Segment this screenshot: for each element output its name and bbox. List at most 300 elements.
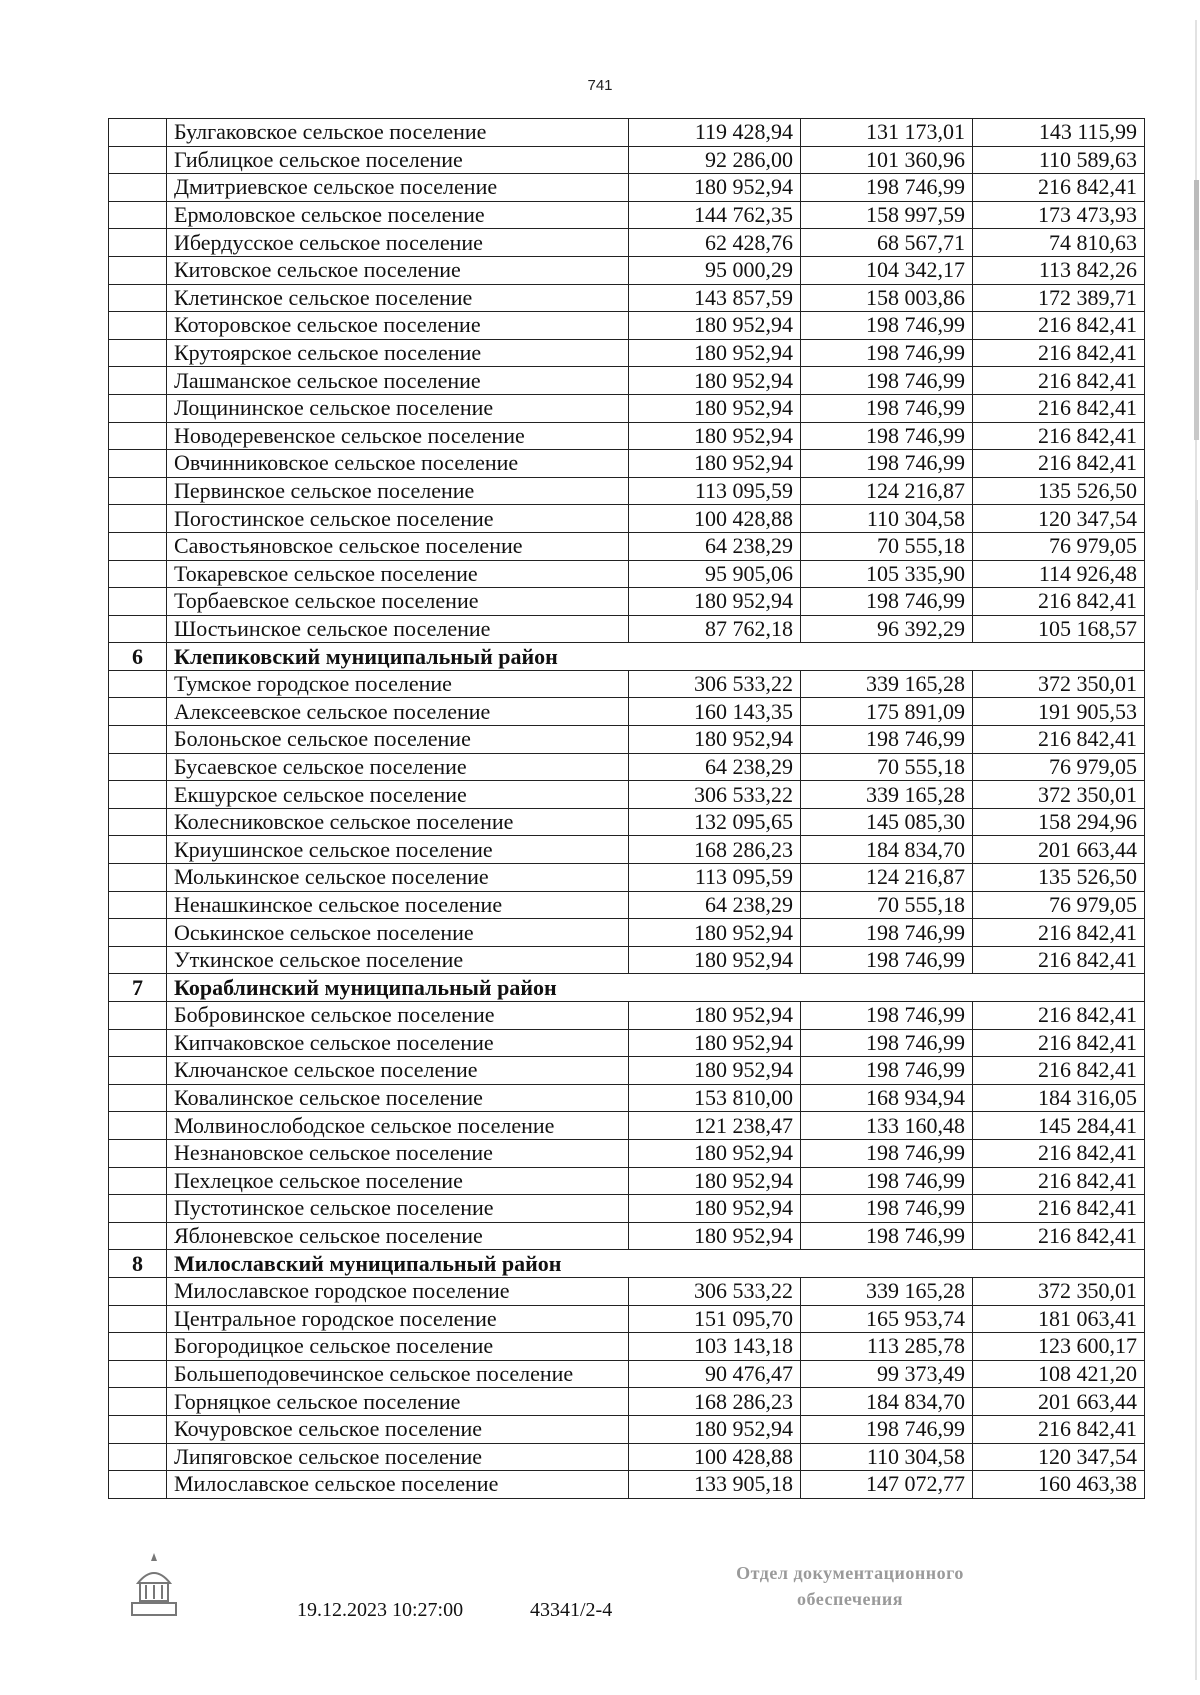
amount-year-2: 124 216,87 (801, 864, 973, 892)
amount-year-3: 108 421,20 (973, 1360, 1145, 1388)
amount-year-2: 198 746,99 (801, 1222, 973, 1250)
row-number-cell (109, 201, 167, 229)
settlement-name: Овчинниковское сельское поселение (167, 450, 629, 478)
amount-year-3: 76 979,05 (973, 753, 1145, 781)
amount-year-1: 95 000,29 (629, 256, 801, 284)
amount-year-1: 153 810,00 (629, 1084, 801, 1112)
settlement-name: Ковалинское сельское поселение (167, 1084, 629, 1112)
amount-year-1: 132 095,65 (629, 808, 801, 836)
table-row (109, 1415, 1145, 1443)
amount-year-2: 105 335,90 (801, 560, 973, 588)
settlement-name: Дмитриевское сельское поселение (167, 174, 629, 202)
table-row (109, 1471, 1145, 1499)
amount-year-1: 180 952,94 (629, 726, 801, 754)
amount-year-2: 101 360,96 (801, 146, 973, 174)
table-row (109, 422, 1145, 450)
settlement-name: Пустотинское сельское поселение (167, 1195, 629, 1223)
row-number-cell (109, 367, 167, 395)
amount-year-2: 104 342,17 (801, 256, 973, 284)
amount-year-1: 64 238,29 (629, 532, 801, 560)
row-number-cell (109, 919, 167, 947)
settlement-name: Токаревское сельское поселение (167, 560, 629, 588)
amount-year-3: 114 926,48 (973, 560, 1145, 588)
amount-year-3: 158 294,96 (973, 808, 1145, 836)
settlement-name: Центральное городское поселение (167, 1305, 629, 1333)
amount-year-1: 180 952,94 (629, 1167, 801, 1195)
amount-year-1: 180 952,94 (629, 1222, 801, 1250)
stamp-line-1: Отдел документационного (736, 1563, 964, 1583)
settlement-name: Кипчаковское сельское поселение (167, 1029, 629, 1057)
amount-year-1: 64 238,29 (629, 891, 801, 919)
settlement-name: Оськинское сельское поселение (167, 919, 629, 947)
amount-year-1: 306 533,22 (629, 1277, 801, 1305)
stamp-line-2: обеспечения (797, 1589, 903, 1609)
row-number-cell (109, 891, 167, 919)
amount-year-2: 198 746,99 (801, 1415, 973, 1443)
amount-year-3: 181 063,41 (973, 1305, 1145, 1333)
row-number-cell (109, 256, 167, 284)
table-row (109, 1333, 1145, 1361)
amount-year-2: 198 746,99 (801, 1167, 973, 1195)
amount-year-1: 180 952,94 (629, 450, 801, 478)
amount-year-2: 133 160,48 (801, 1112, 973, 1140)
amount-year-2: 339 165,28 (801, 670, 973, 698)
amount-year-3: 216 842,41 (973, 174, 1145, 202)
amount-year-3: 110 589,63 (973, 146, 1145, 174)
amount-year-3: 216 842,41 (973, 422, 1145, 450)
amount-year-3: 216 842,41 (973, 367, 1145, 395)
settlement-name: Ключанское сельское поселение (167, 1057, 629, 1085)
amount-year-1: 100 428,88 (629, 505, 801, 533)
amount-year-3: 105 168,57 (973, 615, 1145, 643)
table-row (109, 1029, 1145, 1057)
amount-year-3: 216 842,41 (973, 1222, 1145, 1250)
amount-year-1: 180 952,94 (629, 1029, 801, 1057)
amount-year-3: 76 979,05 (973, 891, 1145, 919)
row-number-cell (109, 946, 167, 974)
amount-year-3: 74 810,63 (973, 229, 1145, 257)
table-row (109, 615, 1145, 643)
amount-year-1: 180 952,94 (629, 919, 801, 947)
row-number-cell (109, 146, 167, 174)
table-row (109, 201, 1145, 229)
row-number-cell (109, 532, 167, 560)
amount-year-1: 160 143,35 (629, 698, 801, 726)
table-row (109, 919, 1145, 947)
settlement-name: Гиблицкое сельское поселение (167, 146, 629, 174)
settlement-name: Молькинское сельское поселение (167, 864, 629, 892)
table-row (109, 836, 1145, 864)
row-number-cell (109, 1222, 167, 1250)
row-number-cell (109, 394, 167, 422)
row-number-cell (109, 450, 167, 478)
amount-year-3: 216 842,41 (973, 1139, 1145, 1167)
table-row (109, 146, 1145, 174)
amount-year-2: 184 834,70 (801, 1388, 973, 1416)
settlement-name: Ненашкинское сельское поселение (167, 891, 629, 919)
amount-year-3: 160 463,38 (973, 1471, 1145, 1499)
settlement-name: Погостинское сельское поселение (167, 505, 629, 533)
amount-year-3: 372 350,01 (973, 1277, 1145, 1305)
amount-year-1: 113 095,59 (629, 864, 801, 892)
amount-year-3: 113 842,26 (973, 256, 1145, 284)
amount-year-1: 306 533,22 (629, 670, 801, 698)
row-number-cell (109, 229, 167, 257)
section-title: Кораблинский муниципальный район (167, 974, 1145, 1002)
row-number-cell (109, 312, 167, 340)
row-number-cell (109, 505, 167, 533)
settlement-name: Китовское сельское поселение (167, 256, 629, 284)
table-row (109, 560, 1145, 588)
budget-table (108, 118, 1145, 1499)
amount-year-2: 70 555,18 (801, 891, 973, 919)
settlement-name: Милославское городское поселение (167, 1277, 629, 1305)
amount-year-3: 135 526,50 (973, 864, 1145, 892)
amount-year-3: 216 842,41 (973, 1057, 1145, 1085)
table-row (109, 505, 1145, 533)
table-row (109, 339, 1145, 367)
amount-year-2: 110 304,58 (801, 1443, 973, 1471)
settlement-name: Бусаевское сельское поселение (167, 753, 629, 781)
amount-year-2: 198 746,99 (801, 367, 973, 395)
table-row (109, 367, 1145, 395)
amount-year-2: 198 746,99 (801, 339, 973, 367)
amount-year-2: 198 746,99 (801, 1057, 973, 1085)
amount-year-1: 180 952,94 (629, 1415, 801, 1443)
amount-year-1: 180 952,94 (629, 1002, 801, 1030)
amount-year-2: 70 555,18 (801, 753, 973, 781)
section-number: 8 (109, 1250, 167, 1278)
settlement-name: Липяговское сельское поселение (167, 1443, 629, 1471)
row-number-cell (109, 588, 167, 616)
row-number-cell (109, 1112, 167, 1140)
amount-year-3: 172 389,71 (973, 284, 1145, 312)
table-row (109, 1388, 1145, 1416)
row-number-cell (109, 1084, 167, 1112)
amount-year-1: 151 095,70 (629, 1305, 801, 1333)
settlement-name: Уткинское сельское поселение (167, 946, 629, 974)
amount-year-1: 121 238,47 (629, 1112, 801, 1140)
amount-year-2: 70 555,18 (801, 532, 973, 560)
footer-date: 19.12.2023 10:27:00 (297, 1599, 464, 1621)
amount-year-2: 198 746,99 (801, 174, 973, 202)
table-row (109, 1139, 1145, 1167)
table-row (109, 1305, 1145, 1333)
amount-year-1: 168 286,23 (629, 1388, 801, 1416)
settlement-name: Торбаевское сельское поселение (167, 588, 629, 616)
row-number-cell (109, 753, 167, 781)
amount-year-2: 198 746,99 (801, 394, 973, 422)
settlement-name: Горняцкое сельское поселение (167, 1388, 629, 1416)
row-number-cell (109, 808, 167, 836)
settlement-name: Пехлецкое сельское поселение (167, 1167, 629, 1195)
section-number: 6 (109, 643, 167, 671)
settlement-name: Ибердусское сельское поселение (167, 229, 629, 257)
settlement-name: Колесниковское сельское поселение (167, 808, 629, 836)
row-number-cell (109, 781, 167, 809)
settlement-name: Богородицкое сельское поселение (167, 1333, 629, 1361)
amount-year-3: 201 663,44 (973, 1388, 1145, 1416)
amount-year-1: 103 143,18 (629, 1333, 801, 1361)
amount-year-2: 198 746,99 (801, 588, 973, 616)
table-row (109, 1222, 1145, 1250)
amount-year-3: 123 600,17 (973, 1333, 1145, 1361)
amount-year-3: 120 347,54 (973, 1443, 1145, 1471)
amount-year-2: 131 173,01 (801, 119, 973, 147)
amount-year-1: 87 762,18 (629, 615, 801, 643)
settlement-name: Молвинослободское сельское поселение (167, 1112, 629, 1140)
table-row (109, 753, 1145, 781)
settlement-name: Незнановское сельское поселение (167, 1139, 629, 1167)
amount-year-1: 180 952,94 (629, 422, 801, 450)
row-number-cell (109, 1029, 167, 1057)
settlement-name: Бобровинское сельское поселение (167, 1002, 629, 1030)
amount-year-3: 143 115,99 (973, 119, 1145, 147)
amount-year-2: 198 746,99 (801, 726, 973, 754)
row-number-cell (109, 670, 167, 698)
amount-year-1: 180 952,94 (629, 367, 801, 395)
table-row (109, 312, 1145, 340)
amount-year-2: 168 934,94 (801, 1084, 973, 1112)
table-row (109, 698, 1145, 726)
amount-year-2: 165 953,74 (801, 1305, 973, 1333)
settlement-name: Лашманское сельское поселение (167, 367, 629, 395)
settlement-name: Большеподовечинское сельское поселение (167, 1360, 629, 1388)
settlement-name: Крутоярское сельское поселение (167, 339, 629, 367)
amount-year-2: 198 746,99 (801, 1195, 973, 1223)
amount-year-2: 198 746,99 (801, 422, 973, 450)
amount-year-3: 216 842,41 (973, 1029, 1145, 1057)
table-row (109, 588, 1145, 616)
table-row (109, 477, 1145, 505)
amount-year-1: 143 857,59 (629, 284, 801, 312)
row-number-cell (109, 726, 167, 754)
table-row (109, 119, 1145, 147)
settlement-name: Криушинское сельское поселение (167, 836, 629, 864)
settlement-name: Екшурское сельское поселение (167, 781, 629, 809)
amount-year-2: 184 834,70 (801, 836, 973, 864)
row-number-cell (109, 1139, 167, 1167)
row-number-cell (109, 1360, 167, 1388)
settlement-name: Новодеревенское сельское поселение (167, 422, 629, 450)
amount-year-1: 100 428,88 (629, 1443, 801, 1471)
amount-year-2: 175 891,09 (801, 698, 973, 726)
amount-year-2: 68 567,71 (801, 229, 973, 257)
amount-year-3: 216 842,41 (973, 919, 1145, 947)
amount-year-3: 145 284,41 (973, 1112, 1145, 1140)
row-number-cell (109, 698, 167, 726)
amount-year-1: 62 428,76 (629, 229, 801, 257)
amount-year-3: 184 316,05 (973, 1084, 1145, 1112)
row-number-cell (109, 477, 167, 505)
settlement-name: Болоньское сельское поселение (167, 726, 629, 754)
emblem-logo (124, 1549, 184, 1619)
section-row (109, 974, 1145, 1002)
row-number-cell (109, 1167, 167, 1195)
amount-year-1: 119 428,94 (629, 119, 801, 147)
row-number-cell (109, 615, 167, 643)
amount-year-1: 168 286,23 (629, 836, 801, 864)
table-row (109, 284, 1145, 312)
table-row (109, 1167, 1145, 1195)
amount-year-1: 180 952,94 (629, 174, 801, 202)
amount-year-3: 216 842,41 (973, 312, 1145, 340)
amount-year-3: 216 842,41 (973, 726, 1145, 754)
settlement-name: Булгаковское сельское поселение (167, 119, 629, 147)
amount-year-1: 113 095,59 (629, 477, 801, 505)
row-number-cell (109, 339, 167, 367)
footer-doc-number: 43341/2-4 (530, 1599, 613, 1621)
table-row (109, 1002, 1145, 1030)
row-number-cell (109, 422, 167, 450)
row-number-cell (109, 1471, 167, 1499)
table-row (109, 1360, 1145, 1388)
row-number-cell (109, 1277, 167, 1305)
table-row (109, 256, 1145, 284)
table-row (109, 1195, 1145, 1223)
amount-year-3: 201 663,44 (973, 836, 1145, 864)
table-row (109, 1443, 1145, 1471)
table-row (109, 1084, 1145, 1112)
amount-year-2: 339 165,28 (801, 781, 973, 809)
amount-year-1: 64 238,29 (629, 753, 801, 781)
amount-year-3: 372 350,01 (973, 670, 1145, 698)
amount-year-1: 306 533,22 (629, 781, 801, 809)
amount-year-1: 144 762,35 (629, 201, 801, 229)
row-number-cell (109, 560, 167, 588)
amount-year-3: 135 526,50 (973, 477, 1145, 505)
settlement-name: Которовское сельское поселение (167, 312, 629, 340)
table-row (109, 946, 1145, 974)
table-row (109, 450, 1145, 478)
row-number-cell (109, 1002, 167, 1030)
settlement-name: Первинское сельское поселение (167, 477, 629, 505)
amount-year-3: 216 842,41 (973, 1195, 1145, 1223)
amount-year-3: 191 905,53 (973, 698, 1145, 726)
amount-year-1: 133 905,18 (629, 1471, 801, 1499)
settlement-name: Ермоловское сельское поселение (167, 201, 629, 229)
table-row (109, 394, 1145, 422)
row-number-cell (109, 174, 167, 202)
row-number-cell (109, 1388, 167, 1416)
amount-year-1: 92 286,00 (629, 146, 801, 174)
amount-year-3: 216 842,41 (973, 588, 1145, 616)
amount-year-2: 198 746,99 (801, 450, 973, 478)
section-row (109, 1250, 1145, 1278)
amount-year-3: 216 842,41 (973, 450, 1145, 478)
table-row (109, 1112, 1145, 1140)
amount-year-2: 110 304,58 (801, 505, 973, 533)
settlement-name: Алексеевское сельское поселение (167, 698, 629, 726)
amount-year-3: 216 842,41 (973, 394, 1145, 422)
table-row (109, 1277, 1145, 1305)
amount-year-2: 145 085,30 (801, 808, 973, 836)
page-number: 741 (587, 77, 613, 94)
amount-year-1: 180 952,94 (629, 1195, 801, 1223)
settlement-name: Савостьяновское сельское поселение (167, 532, 629, 560)
amount-year-1: 180 952,94 (629, 946, 801, 974)
row-number-cell (109, 1443, 167, 1471)
amount-year-2: 198 746,99 (801, 1139, 973, 1167)
section-number: 7 (109, 974, 167, 1002)
amount-year-1: 95 905,06 (629, 560, 801, 588)
table-row (109, 670, 1145, 698)
amount-year-1: 180 952,94 (629, 1139, 801, 1167)
row-number-cell (109, 284, 167, 312)
row-number-cell (109, 836, 167, 864)
settlement-name: Шостьинское сельское поселение (167, 615, 629, 643)
amount-year-2: 339 165,28 (801, 1277, 973, 1305)
table-body (109, 119, 1145, 1499)
table-row (109, 781, 1145, 809)
amount-year-3: 216 842,41 (973, 946, 1145, 974)
scan-edge-artifact (1186, 0, 1200, 1695)
section-row (109, 643, 1145, 671)
settlement-name: Клетинское сельское поселение (167, 284, 629, 312)
table-row (109, 864, 1145, 892)
amount-year-3: 216 842,41 (973, 1415, 1145, 1443)
row-number-cell (109, 1305, 167, 1333)
amount-year-2: 147 072,77 (801, 1471, 973, 1499)
amount-year-3: 120 347,54 (973, 505, 1145, 533)
row-number-cell (109, 1057, 167, 1085)
amount-year-3: 216 842,41 (973, 339, 1145, 367)
amount-year-3: 173 473,93 (973, 201, 1145, 229)
amount-year-3: 216 842,41 (973, 1167, 1145, 1195)
table-row (109, 229, 1145, 257)
row-number-cell (109, 1195, 167, 1223)
amount-year-1: 180 952,94 (629, 312, 801, 340)
amount-year-2: 96 392,29 (801, 615, 973, 643)
settlement-name: Тумское городское поселение (167, 670, 629, 698)
table-row (109, 174, 1145, 202)
amount-year-3: 76 979,05 (973, 532, 1145, 560)
amount-year-2: 99 373,49 (801, 1360, 973, 1388)
table-row (109, 891, 1145, 919)
row-number-cell (109, 1415, 167, 1443)
table-row (109, 808, 1145, 836)
amount-year-1: 90 476,47 (629, 1360, 801, 1388)
amount-year-2: 113 285,78 (801, 1333, 973, 1361)
amount-year-2: 158 003,86 (801, 284, 973, 312)
section-title: Милославский муниципальный район (167, 1250, 1145, 1278)
amount-year-2: 158 997,59 (801, 201, 973, 229)
amount-year-3: 372 350,01 (973, 781, 1145, 809)
row-number-cell (109, 119, 167, 147)
amount-year-2: 198 746,99 (801, 1029, 973, 1057)
amount-year-2: 198 746,99 (801, 1002, 973, 1030)
section-title: Клепиковский муниципальный район (167, 643, 1145, 671)
amount-year-1: 180 952,94 (629, 394, 801, 422)
settlement-name: Лощининское сельское поселение (167, 394, 629, 422)
settlement-name: Кочуровское сельское поселение (167, 1415, 629, 1443)
settlement-name: Яблоневское сельское поселение (167, 1222, 629, 1250)
row-number-cell (109, 864, 167, 892)
amount-year-1: 180 952,94 (629, 1057, 801, 1085)
amount-year-3: 216 842,41 (973, 1002, 1145, 1030)
table-row (109, 726, 1145, 754)
amount-year-2: 198 746,99 (801, 946, 973, 974)
amount-year-1: 180 952,94 (629, 588, 801, 616)
table-row (109, 532, 1145, 560)
amount-year-2: 198 746,99 (801, 312, 973, 340)
row-number-cell (109, 1333, 167, 1361)
table-row (109, 1057, 1145, 1085)
settlement-name: Милославское сельское поселение (167, 1471, 629, 1499)
amount-year-1: 180 952,94 (629, 339, 801, 367)
amount-year-2: 124 216,87 (801, 477, 973, 505)
amount-year-2: 198 746,99 (801, 919, 973, 947)
